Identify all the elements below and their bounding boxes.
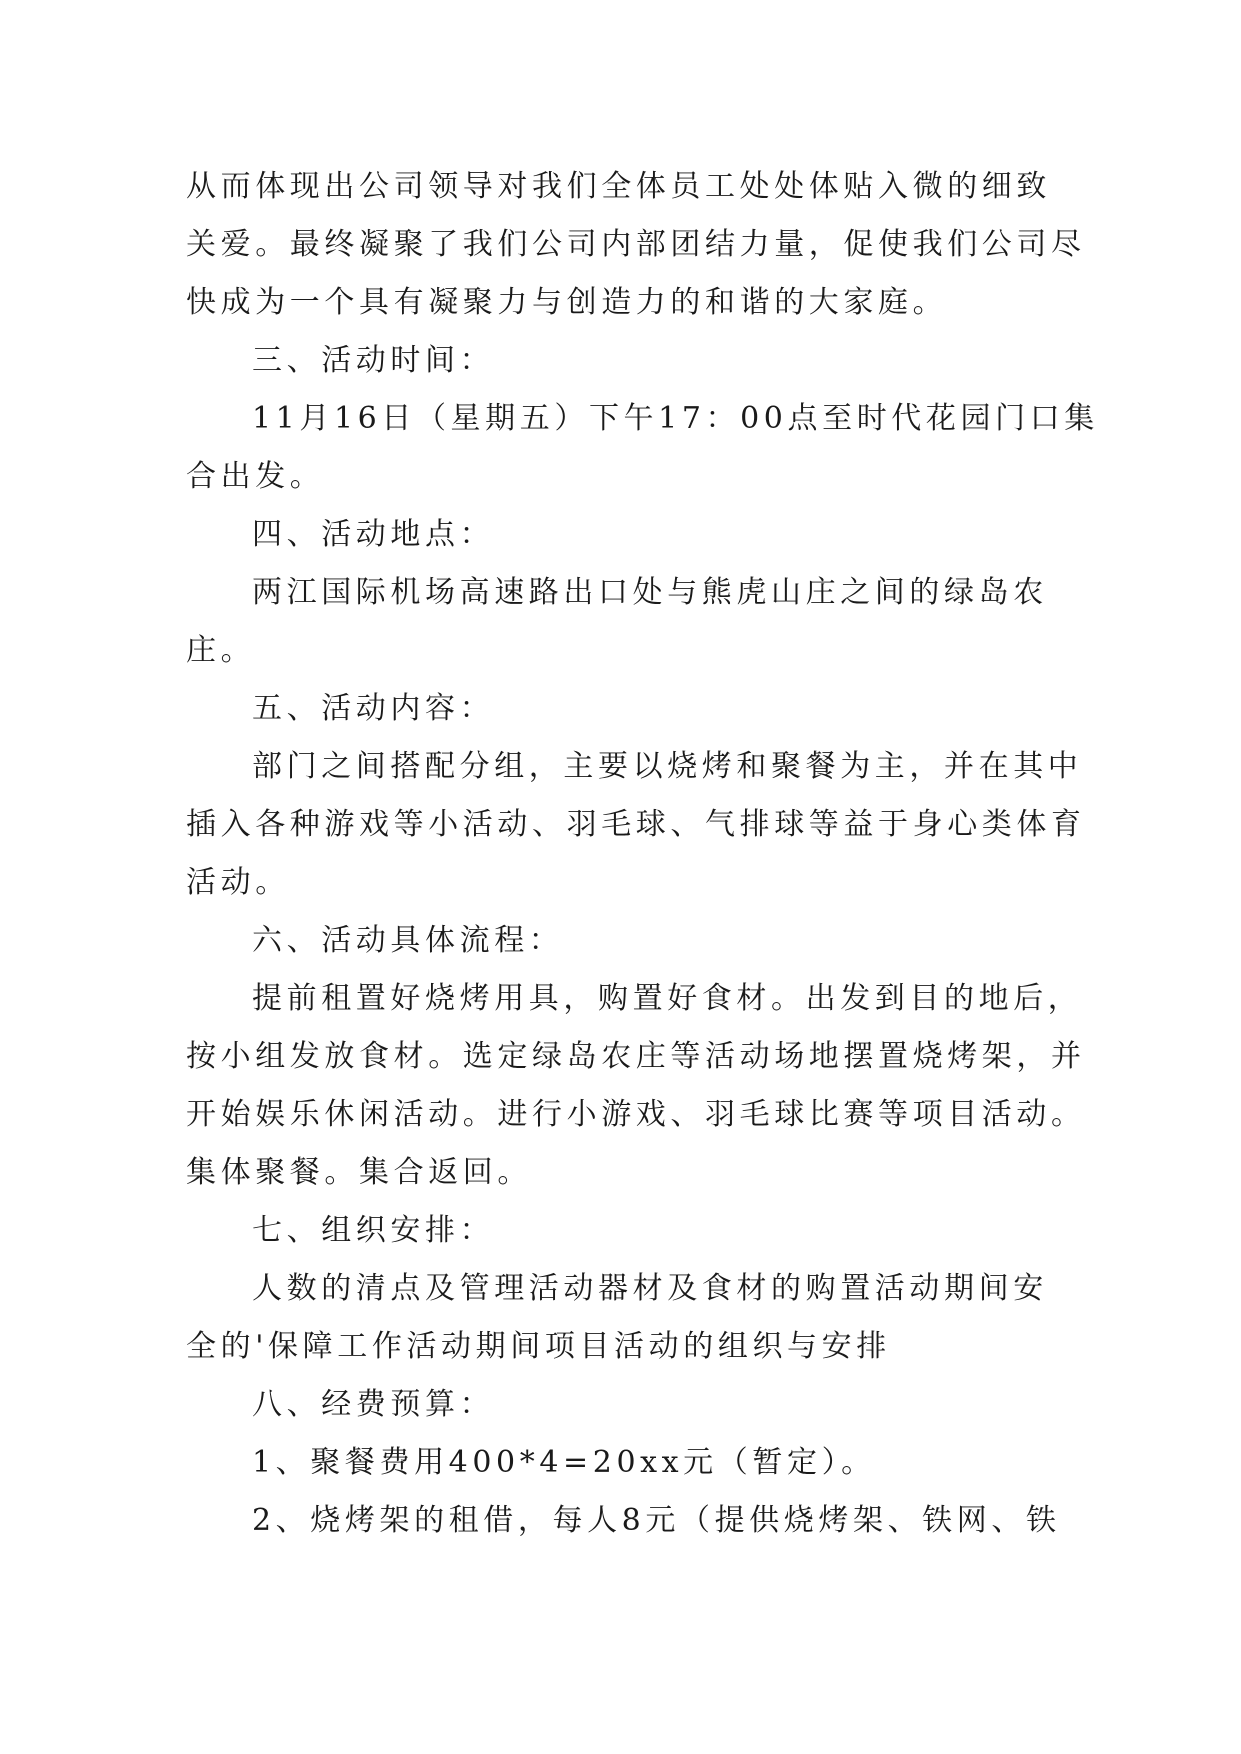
body-text-line: 快成为一个具有凝聚力与创造力的和谐的大家庭。	[186, 285, 948, 320]
body-text-line: 提前租置好烧烤用具，购置好食材。出发到目的地后，	[252, 981, 1083, 1016]
body-text-line: 部门之间搭配分组，主要以烧烤和聚餐为主，并在其中	[252, 749, 1083, 784]
body-text-line: 11月16日（星期五）下午17：00点至时代花园门口集	[252, 401, 1099, 436]
section-heading-organization: 七、组织安排：	[252, 1213, 495, 1248]
body-text-line: 开始娱乐休闲活动。进行小游戏、羽毛球比赛等项目活动。	[186, 1097, 1086, 1132]
section-heading-location: 四、活动地点：	[252, 517, 495, 552]
section-heading-time: 三、活动时间：	[252, 343, 495, 378]
section-heading-process: 六、活动具体流程：	[252, 923, 564, 958]
section-heading-content: 五、活动内容：	[252, 691, 495, 726]
body-text-line: 两江国际机场高速路出口处与熊虎山庄之间的绿岛农	[252, 575, 1048, 610]
body-text-line: 插入各种游戏等小活动、羽毛球、气排球等益于身心类体育	[186, 807, 1086, 842]
budget-item: 1、聚餐费用400*4=20xx元（暂定）。	[252, 1445, 876, 1480]
body-text-line: 合出发。	[186, 459, 325, 494]
body-text-line: 庄。	[186, 633, 256, 668]
body-text-line: 集体聚餐。集合返回。	[186, 1155, 532, 1190]
body-text-line: 按小组发放食材。选定绿岛农庄等活动场地摆置烧烤架，并	[186, 1039, 1086, 1074]
body-text-line: 全的'保障工作活动期间项目活动的组织与安排	[186, 1329, 891, 1364]
body-text-line: 人数的清点及管理活动器材及食材的购置活动期间安	[252, 1271, 1048, 1306]
body-text-line: 从而体现出公司领导对我们全体员工处处体贴入微的细致	[186, 169, 1051, 204]
section-heading-budget: 八、经费预算：	[252, 1387, 495, 1422]
body-text-line: 关爱。最终凝聚了我们公司内部团结力量，促使我们公司尽	[186, 227, 1086, 262]
body-text-line: 活动。	[186, 865, 290, 900]
budget-item: 2、烧烤架的租借，每人8元（提供烧烤架、铁网、铁	[252, 1503, 1061, 1538]
